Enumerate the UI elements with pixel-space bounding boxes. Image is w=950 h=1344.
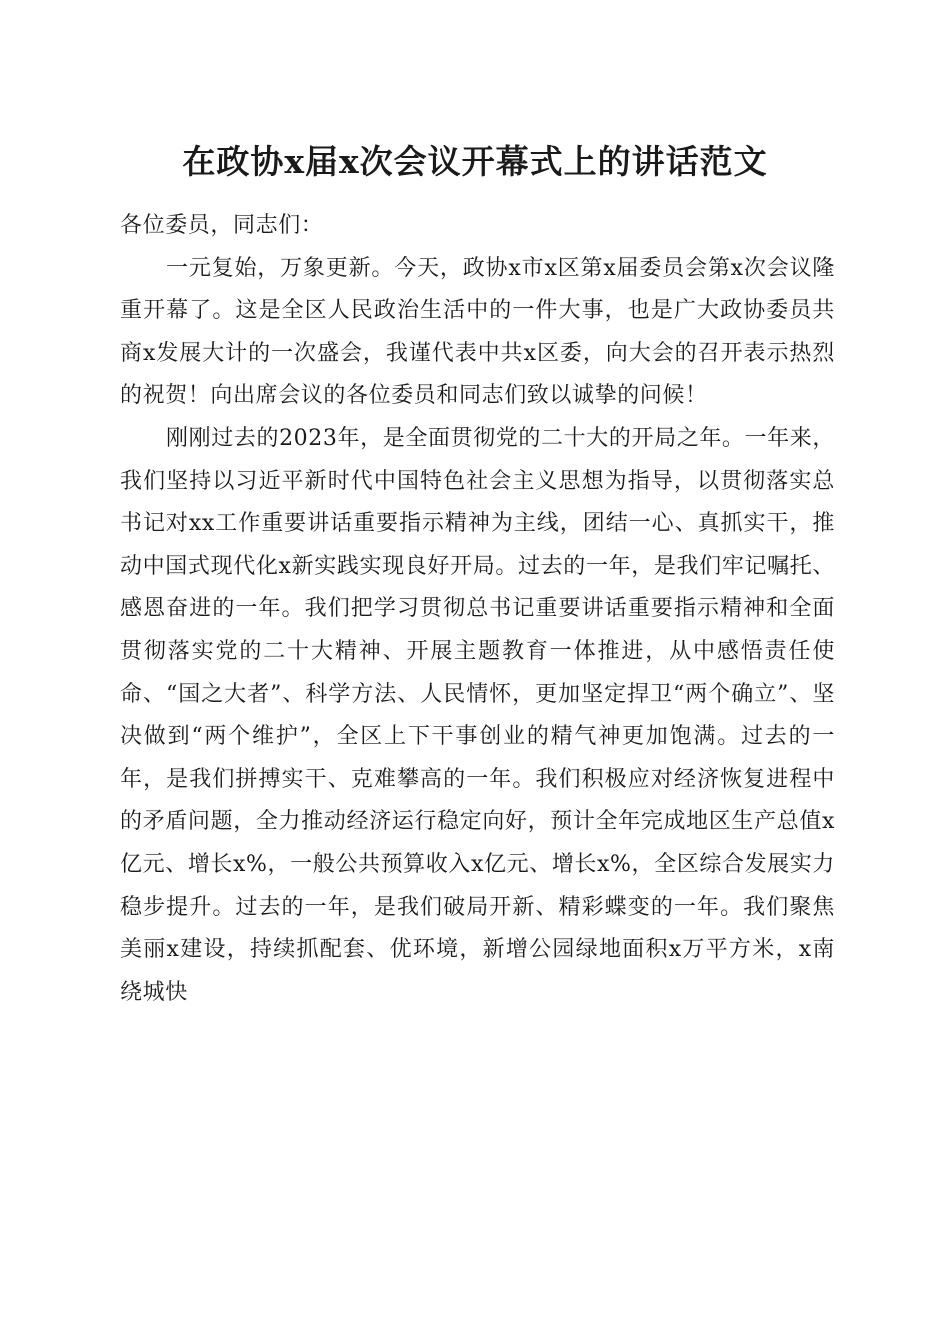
salutation: 各位委员，同志们：: [120, 213, 324, 238]
document-title: 在政协x届x次会议开幕式上的讲话范文: [182, 142, 768, 181]
paragraph-opening: 一元复始，万象更新。今天，政协x市x区第x届委员会第x次会议隆重开幕了。这是全区人民政治生活中的一件大事，也是广大政协委员共商x发展大计的一次盛会，我谨代表中共x区委，向大会的召开表示热烈的祝贺！向出席会议的各位委员和同志们致以诚挚的问候！: [120, 255, 835, 409]
paragraph-review: 刚刚过去的2023年，是全面贯彻党的二十大的开局之年。一年来，我们坚持以习近平新时代中国特色社会主义思想为指导，以贯彻落实总书记对xx工作重要讲话重要指示精神为主线，团结一心、真抓实干，推动中国式现代化x新实践实现良好开局。过去的一年，是我们牢记嘱托、感恩奋进的一年。我们把学习贯彻总书记重要讲话重要指示精神和全面贯彻落实党的二十大精神、开展主题教育一体推进，从中感悟责任使命、“国之大者”、科学方法、人民情怀，更加坚定捍卫“两个确立”、坚决做到“两个维护”，全区上下干事创业的精气神更加饱满。过去的一年，是我们拼搏实干、克难攀高的一年。我们积极应对经济恢复进程中的矛盾问题，全力推动经济运行稳定向好，预计全年完成地区生产总值x亿元、增长x%，一般公共预算收入x亿元、增长x%，全区综合发展实力稳步提升。过去的一年，是我们破局开新、精彩蝶变的一年。我们聚焦美丽x建设，持续抓配套、优环境，新增公园绿地面积x万平方米，x南绕城快: [120, 425, 835, 1005]
document-body: [120, 205, 835, 1014]
